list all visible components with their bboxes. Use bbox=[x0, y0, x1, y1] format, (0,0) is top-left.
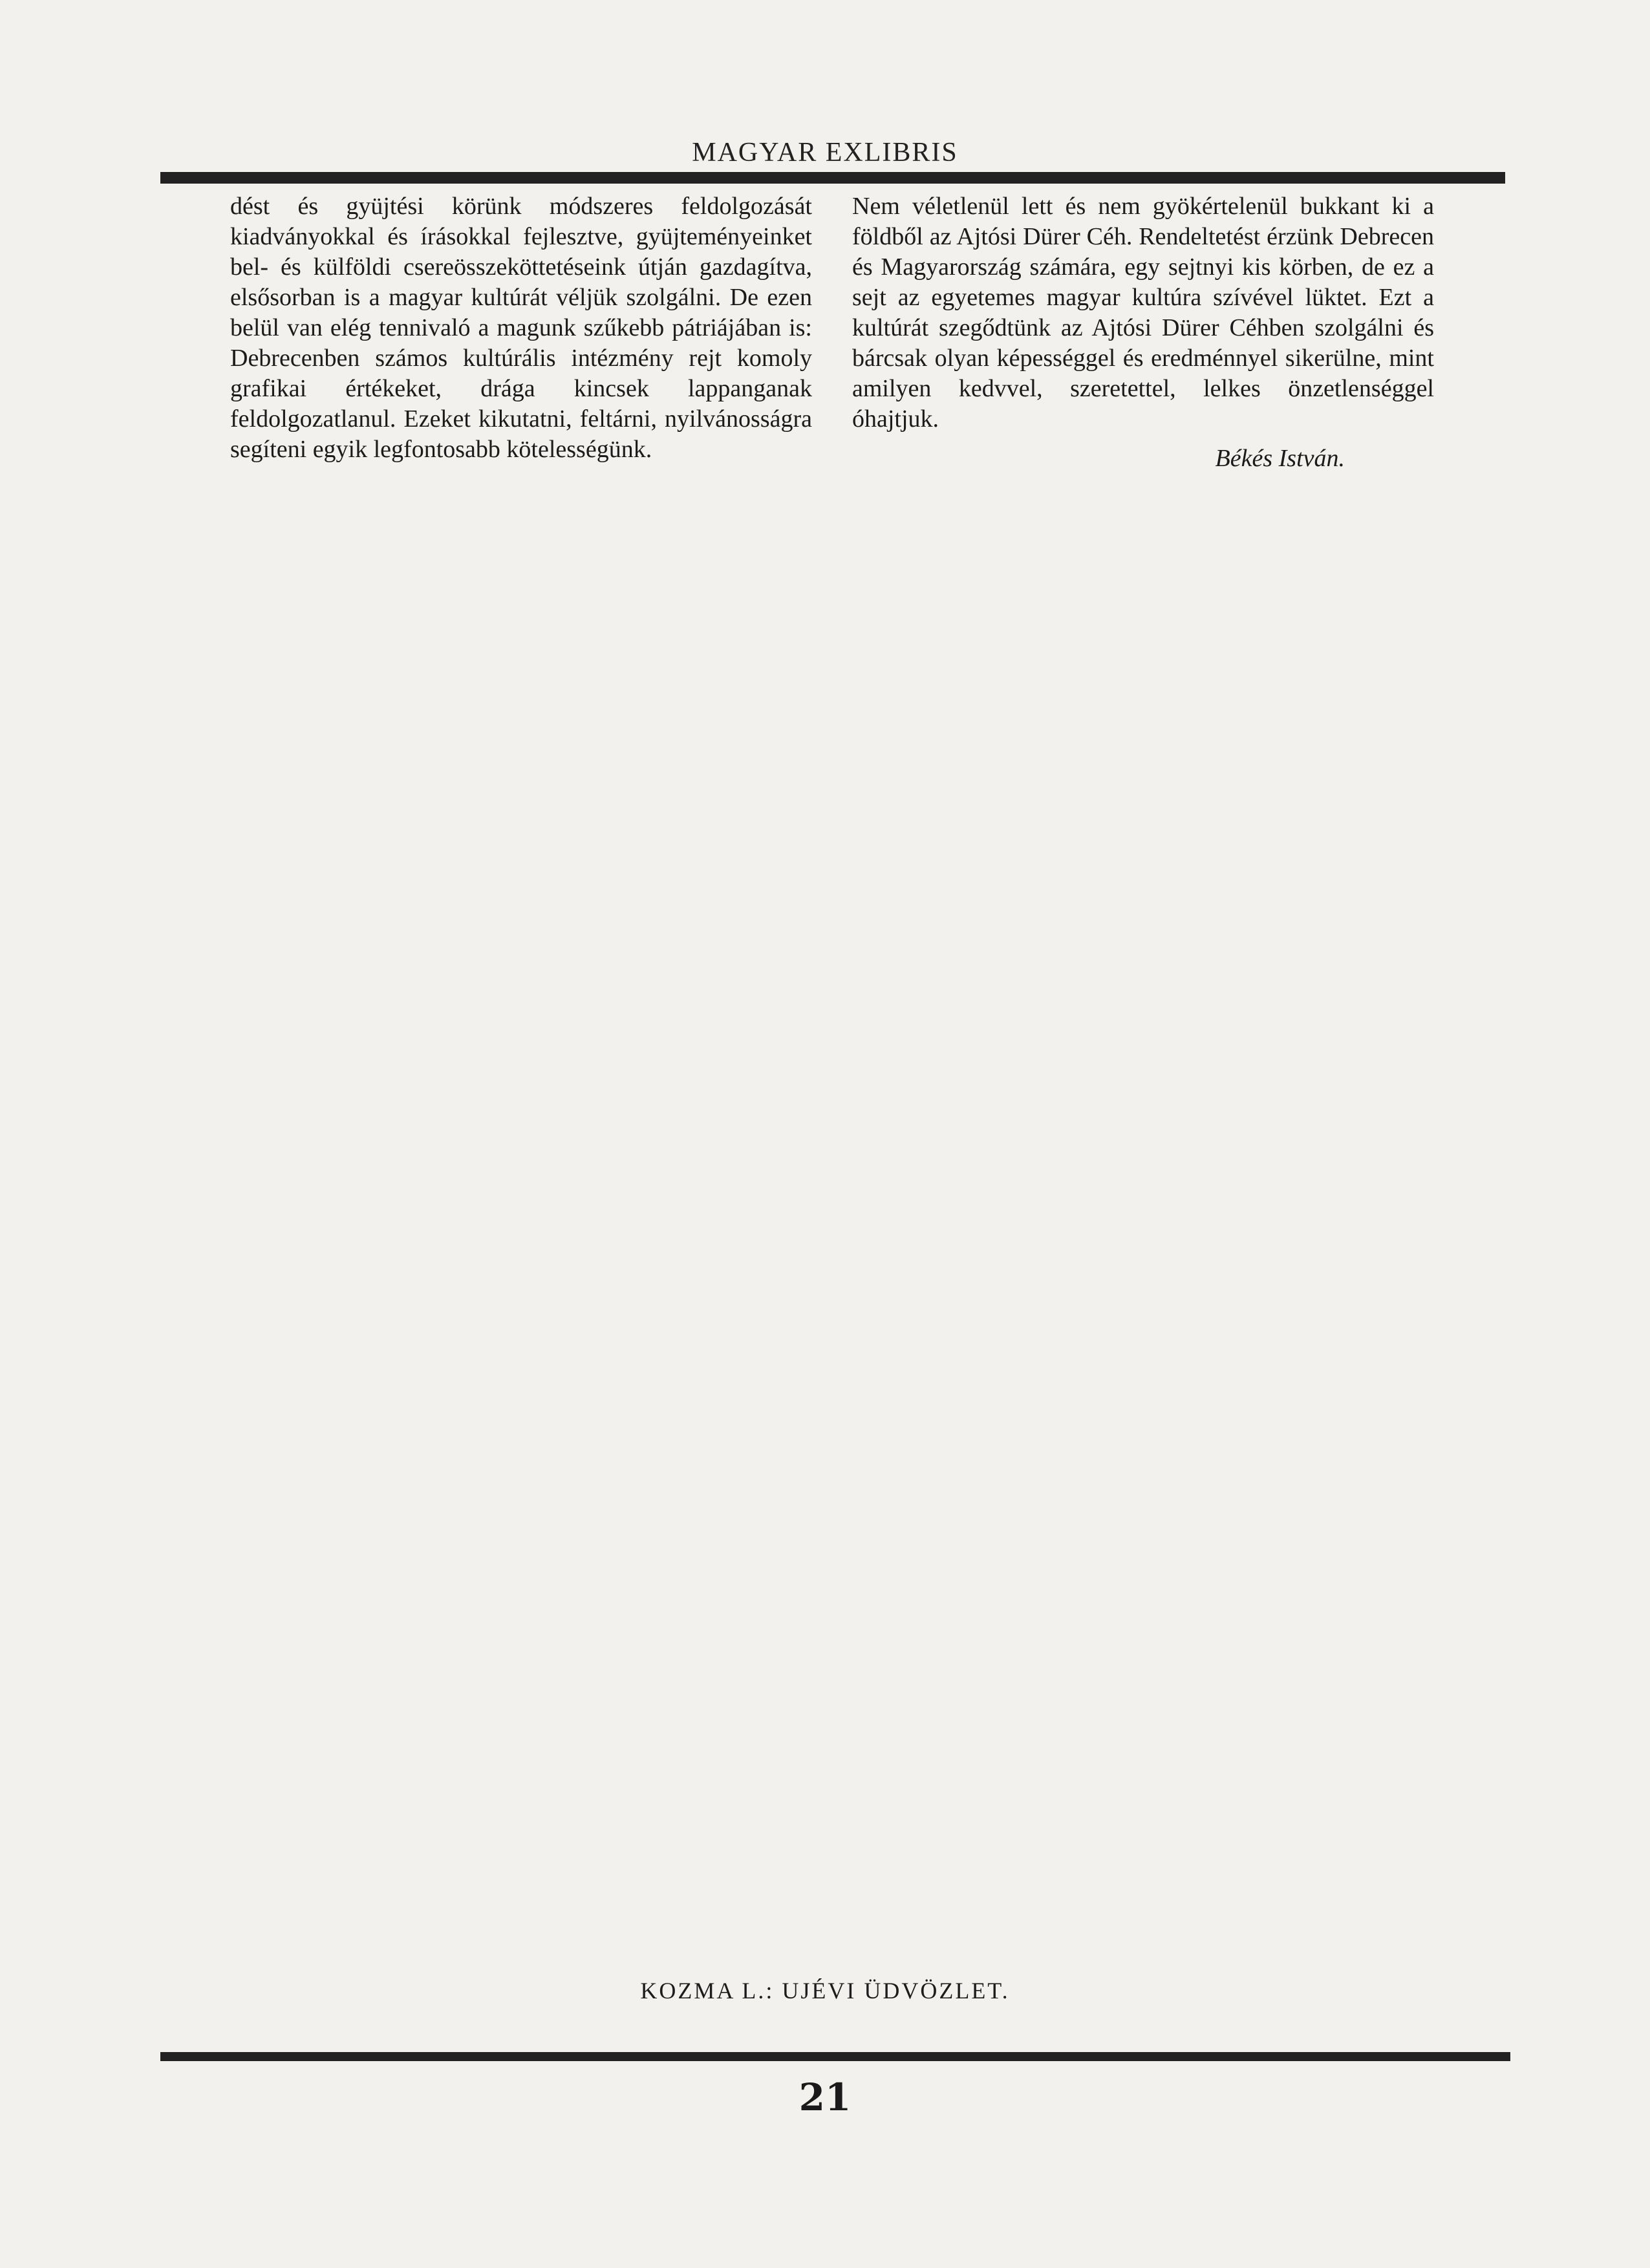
author-signature: Békés István. bbox=[1215, 445, 1345, 472]
footer-rule bbox=[160, 2052, 1510, 2061]
page-number: 21 bbox=[798, 2075, 852, 2119]
running-header: MAGYAR EXLIBRIS bbox=[692, 138, 958, 167]
header-rule bbox=[160, 172, 1505, 184]
illustration-caption: KOZMA L.: UJÉVI ÜDVÖZLET. bbox=[640, 1978, 1010, 2004]
right-column bbox=[852, 191, 1434, 474]
left-column bbox=[230, 191, 812, 465]
right-column-text: Nem véletlenül lett és nem gyökértelenül bukkant ki a földből az Ajtósi Dürer Céh. Rendeltetést érzünk Debrecen és Magyarország számára, egy sejtnyi kis körben, de ez a sejt az egyetemes magyar kultúra szívével lüktet. Ezt a kultúrát szegődtünk az Ajtósi Dürer Céhben szolgálni és bárcsak olyan képességgel és eredménnyel sikerülne, mint amilyen kedvvel, szeretettel, lelkes önzetlenséggel óhajtjuk. bbox=[852, 193, 1434, 433]
left-column-text: dést és gyüjtési körünk módszeres feldolgozását kiadványokkal és írásokkal fejlesztve, gyüjteményeinket bel- és külföldi csereösszeköttetéseink útján gazdagítva, elsősorban is a magyar kultúrát véljük szolgálni. De ezen belül van elég tennivaló a magunk szűkebb pátriájában is: Debrecenben számos kultúrális intézmény rejt komoly grafikai értékeket, drága kincsek lappanganak feldolgozatlanul. Ezeket kikutatni, feltárni, nyilvánosságra segíteni egyik legfontosabb kötelességünk. bbox=[230, 193, 812, 463]
